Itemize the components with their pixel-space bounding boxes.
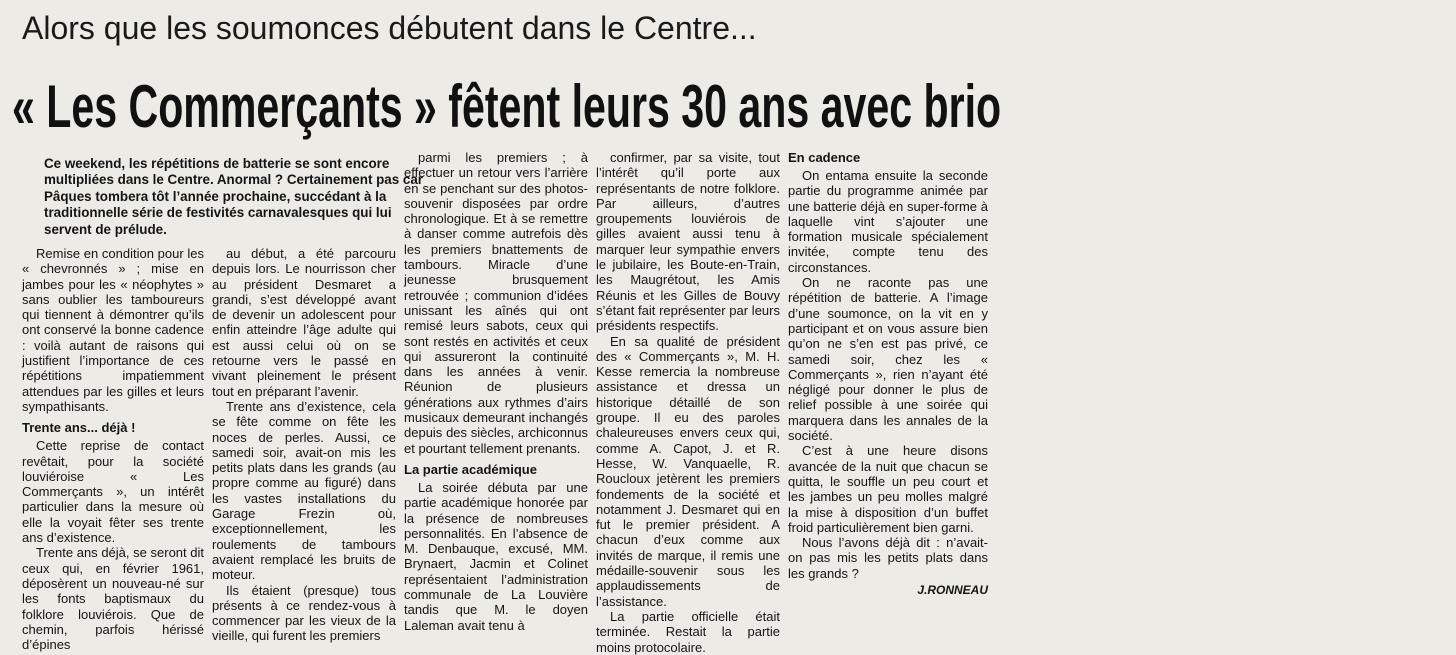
paragraph: En sa qualité de président des « Commerçants », M. H. Kesse remercia la nombreuse assistance et dressa un historique détaillé de son groupe. Il eu des paroles chaleureuses envers ceux qui, comme A. Capot, J. et R. Hesse, W. Vanquaelle, R. Rouclouх jetèrent les premiers fondements de la société et notamment J. Desmaret qui en fut le premier président. A chacun d’eux comme aux invités de marque, il remis une médaille-souvenir sous les applaudissements de l’assistance. [596,333,780,609]
paragraph: Trente ans d’existence, cela se fête comme on fête les noces de perles. Aussi, ce samedi soir, avait-on mis les petits plats dans les grands (au propre comme au figuré) dans les vastes installations du Garage Frezin où, exceptionnellement, les roulements de tambours avaient remplacé les bruits de moteur. [212,398,396,583]
main-headline-text: « Les Commerçants » fêtent leurs 30 ans avec brio [12,73,1002,140]
paragraph: La soirée débuta par une partie académique honorée par la présence de nombreuses personnalités. En l’absence de M. Denbauque, excusé, MM. Brynaert, Jacmin et Colinet représentaient l’administration communale de La Louvière tandis que M. le doyen Laleman avait tenu à [404,479,588,633]
section-heading: En cadence [788,150,861,165]
paragraph: Remise en condition pour les « chevronnés » ; mise en jambes pour les « néophytes » sans oublier les tamboureurs qui tiennent à démontrer qu’ils ont conservé la bonne cadence : voilà autant de raisons qui justifient l’importance de ces répétitions impatiemment attendues par les gilles et leurs sympathisants. [22,246,204,414]
column-4 [596,150,780,655]
paragraph: Cette reprise de contact revêtait, pour la société louviéroise « Les Commerçants », un intérêt particulier dans la mesure où elle la voyait fêter ses trente ans d’existence. [22,438,204,546]
paragraph: On entama ensuite la seconde partie du programme animée par une batterie déjà en super-forme à laquelle vint s’ajouter une formation musicale spécialement invitée, compte tenu des circonstances. [788,168,988,275]
paragraph: Ils étaient (presque) tous présents à ce rendez-vous à commencer par les vieux de la vieille, qui furent les premiers [212,582,396,644]
paragraph: C’est à une heure disons avancée de la nuit que chacun se quitta, le souffle un peu court et les jambes un peu molles malgré la mise à disposition d’un buffet froid particulièrement bien garni. [788,443,988,535]
paragraph: au début, a été parcouru depuis lors. Le nourrisson cher au président Desmaret a grandi, s’est développé avant de devenir un adolescent pour enfin atteindre l’âge adulte qui est aussi celui où on se retourne vers le passé en vivant pleinement le présent tout en préparant l’avenir. [212,246,396,399]
author-signature: J.RONNEAU [917,583,988,598]
column-2 [212,246,396,644]
article-lead: Ce weekend, les répétitions de batterie se sont encore multipliées dans le Centre. Anormal ? Certainement pas car Pâques tombera tôt l’année prochaine, succédant à la traditionnelle série de festivités carnavalesques qui lui servent de prélude. [44,156,424,237]
section-heading: Trente ans... déjà ! [22,420,136,436]
paragraph: parmi les premiers ; à effectuer un retour vers l’arrière en se penchant sur des photos-souvenir disposées par ordre chronologique. Et à se remettre à danser comme autrefois dès les premiers bnattements de tambours. Miracle d’une jeunesse brusquement retrouvée ; communion d’idées unissant les aînés qui ont remisé leurs sabots, ceux qui sont restés en activités et ceux qui assureront la continuité dans les années à venir. Réunion de plusieurs générations aux rythmes d’airs musicaux demeurant inchangés depuis des siècles, archiconnus et pourtant tellement prenants. [404,150,588,456]
kicker-headline: Alors que les soumonces débutent dans le Centre... [22,10,757,46]
column-3 [404,150,588,633]
column-1 [22,246,204,653]
main-headline [12,62,1002,152]
paragraph: On ne raconte pas une répétition de batterie. A l’image d’une soumonce, on la vit en y participant et on vous assure bien qu’on ne s’en est pas privé, ce samedi soir, chez les « Commerçants », rien n’ayant été négligé pour donner le plus de relief possible à une soirée qui marquera dans les annales de la société. [788,275,988,444]
article-body [22,150,990,655]
section-heading: La partie académique [404,461,537,477]
paragraph: La partie officielle était terminée. Restait la partie moins protocolaire. [596,608,780,655]
column-5 [788,150,988,628]
paragraph: Trente ans déjà, se seront dit ceux qui, en février 1961, déposèrent un nouveau-né sur les fonts baptismaux du folklore louviérois. Que de chemin, parfois hérissé d’épines [22,545,204,653]
paragraph: Nous l’avons déjà dit : n’avait-on pas mis les petits plats dans les grands ? [788,535,988,581]
paragraph: confirmer, par sa visite, tout l’intérêt qu’il porte aux représentants de notre folklore. Par ailleurs, d’autres groupements louviérois de gilles avaient aussi tenu à marquer leur sympathie envers le jubilaire, les Boute-en-Train, les Maugrétout, les Amis Réunis et les Gilles de Bouvy s’étant fait représenter par leurs présidents respectifs. [596,150,780,334]
